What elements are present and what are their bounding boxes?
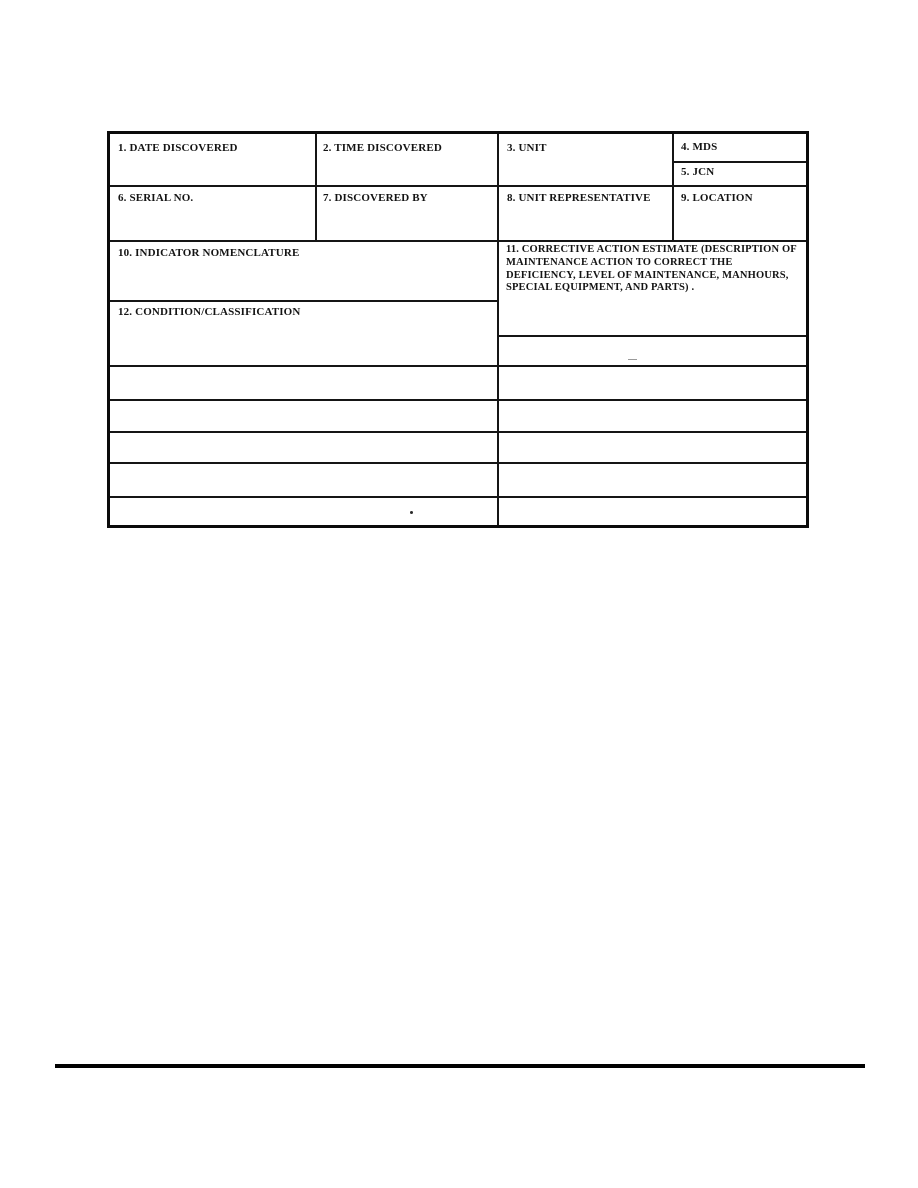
- grid-line-horizontal: [110, 185, 806, 187]
- grid-line-vertical: [315, 134, 317, 240]
- field-label-date-discovered: 1. DATE DISCOVERED: [118, 142, 238, 154]
- field-label-time-discovered: 2. TIME DISCOVERED: [323, 142, 442, 154]
- scan-artifact-dash: [628, 359, 637, 360]
- deficiency-report-form: [107, 131, 809, 528]
- grid-line-vertical: [497, 134, 499, 525]
- grid-line-horizontal: [110, 496, 806, 498]
- field-label-unit: 3. UNIT: [507, 142, 547, 154]
- field-label-discovered-by: 7. DISCOVERED BY: [323, 192, 428, 204]
- scan-artifact-dot: [410, 511, 413, 514]
- grid-line-horizontal: [110, 462, 806, 464]
- grid-line-horizontal: [497, 335, 806, 337]
- field-label-location: 9. LOCATION: [681, 192, 753, 204]
- grid-line-horizontal: [110, 399, 806, 401]
- field-label-indicator-nomenclature: 10. INDICATOR NOMENCLATURE: [118, 247, 300, 259]
- grid-line-vertical: [672, 134, 674, 240]
- field-label-unit-representative: 8. UNIT REPRESENTATIVE: [507, 192, 651, 204]
- grid-line-horizontal: [110, 365, 806, 367]
- field-label-serial-no: 6. SERIAL NO.: [118, 192, 194, 204]
- field-label-corrective-action-estimate: 11. CORRECTIVE ACTION ESTIMATE (DESCRIPTION OF MAINTENANCE ACTION TO CORRECT THE DEFICIENCY, LEVEL OF MAINTENANCE, MANHOURS, SPECIAL EQUIPMENT, AND PARTS) .: [506, 244, 797, 294]
- grid-line-horizontal: [110, 300, 497, 302]
- grid-line-horizontal: [110, 240, 806, 242]
- field-label-condition-classification: 12. CONDITION/CLASSIFICATION: [118, 306, 301, 318]
- grid-line-horizontal: [110, 431, 806, 433]
- field-label-jcn: 5. JCN: [681, 166, 715, 178]
- grid-line-horizontal: [672, 161, 806, 163]
- bottom-page-rule: [55, 1064, 865, 1068]
- field-label-mds: 4. MDS: [681, 141, 718, 153]
